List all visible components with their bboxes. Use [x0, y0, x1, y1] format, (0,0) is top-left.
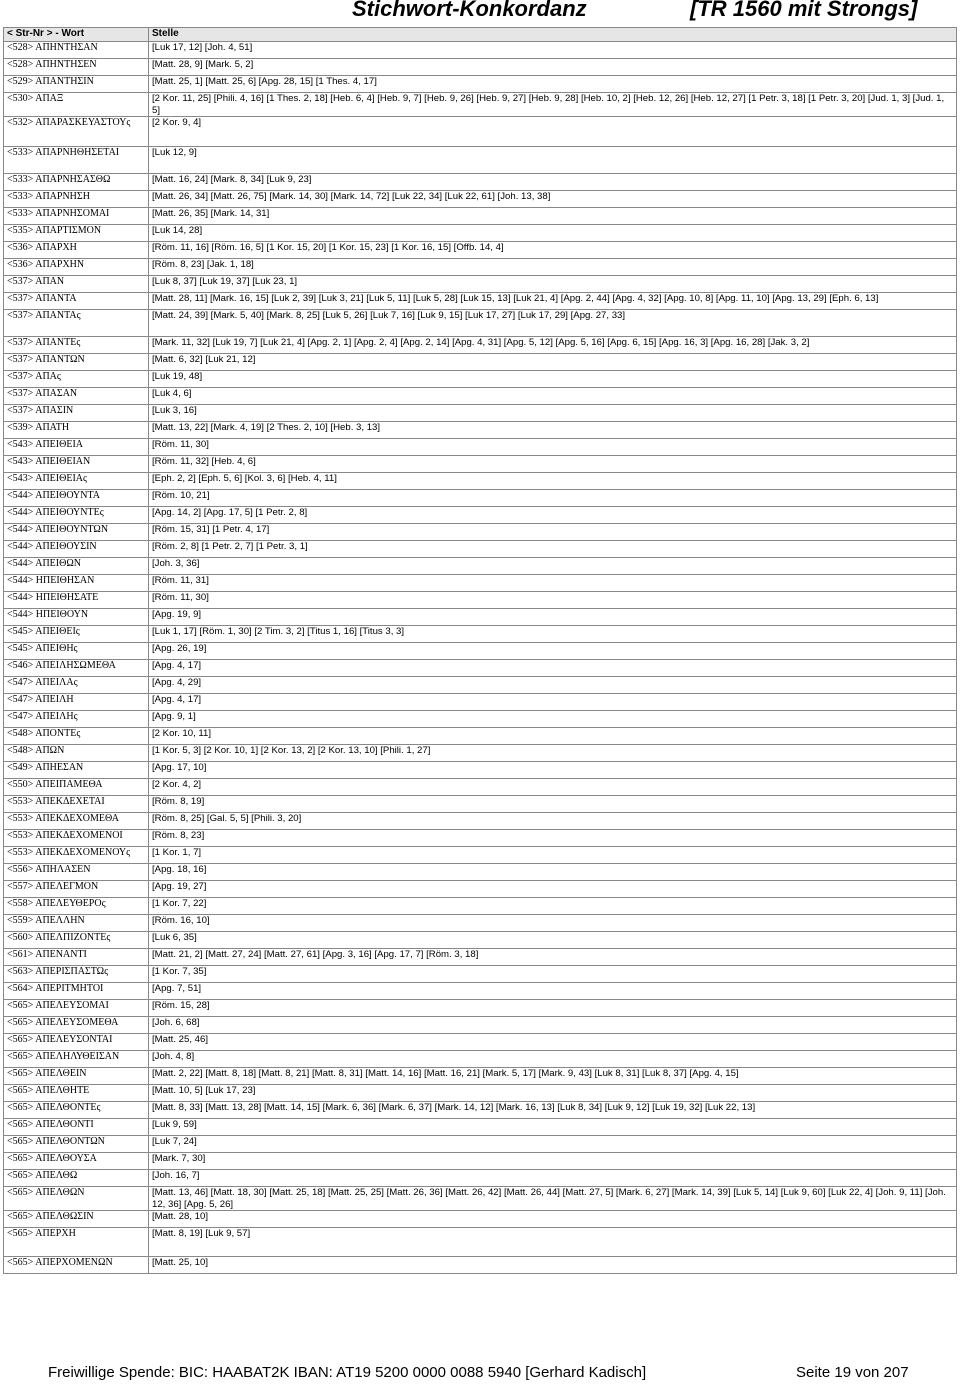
entry-references: [Matt. 13, 46] [Matt. 18, 30] [Matt. 25, 18] [Matt. 25, 25] [Matt. 26, 36] [Matt. 26, 42] [Matt. 26, 44] [Matt. 27, 5] [Mark. 6, 27] [Mark. 14, 39] [Luk 5, 14] [Luk 9, 60] [Luk 22, 4] [Joh. 9, 11] [Joh. 12, 36] [Apg. 5, 26]	[149, 1187, 957, 1211]
entry-references: [Matt. 21, 2] [Matt. 27, 24] [Matt. 27, 61] [Apg. 3, 16] [Apg. 17, 7] [Röm. 3, 18]	[149, 949, 957, 966]
table-row	[4, 174, 957, 191]
table-row	[4, 1136, 957, 1153]
table-row	[4, 371, 957, 388]
entry-references: [Apg. 4, 17]	[149, 660, 957, 677]
table-row	[4, 949, 957, 966]
table-row	[4, 915, 957, 932]
entry-references: [Röm. 8, 25] [Gal. 5, 5] [Phili. 3, 20]	[149, 813, 957, 830]
entry-references: [Apg. 17, 10]	[149, 762, 957, 779]
entry-word: <529> ΑΠΑΝΤΗΣΙΝ	[4, 76, 149, 93]
table-row	[4, 1211, 957, 1228]
table-row	[4, 643, 957, 660]
table-row	[4, 1102, 957, 1119]
entry-word: <533> ΑΠΑΡΝΗΣΟΜΑΙ	[4, 208, 149, 225]
entry-word: <543> ΑΠΕΙΘΕΙΑ	[4, 439, 149, 456]
table-row	[4, 337, 957, 354]
table-row	[4, 1170, 957, 1187]
entry-word: <543> ΑΠΕΙΘΕΙΑΝ	[4, 456, 149, 473]
entry-word: <548> ΑΠΟΝΤΕς	[4, 728, 149, 745]
entry-word: <565> ΑΠΕΛΘΟΝΤΩΝ	[4, 1136, 149, 1153]
entry-word: <544> ΗΠΕΙΘΗΣΑΤΕ	[4, 592, 149, 609]
table-row	[4, 1068, 957, 1085]
entry-references: [Matt. 6, 32] [Luk 21, 12]	[149, 354, 957, 371]
entry-references: [Apg. 19, 27]	[149, 881, 957, 898]
entry-references: [Matt. 24, 39] [Mark. 5, 40] [Mark. 8, 25] [Luk 5, 26] [Luk 7, 16] [Luk 9, 15] [Luk 17, 27] [Luk 17, 29] [Apg. 27, 33]	[149, 310, 957, 337]
entry-references: [Röm. 11, 31]	[149, 575, 957, 592]
entry-references: [Luk 6, 35]	[149, 932, 957, 949]
table-row	[4, 966, 957, 983]
column-header-word: < Str-Nr > - Wort	[4, 28, 149, 42]
entry-word: <549> ΑΠΗΕΣΑΝ	[4, 762, 149, 779]
table-body	[4, 42, 957, 1274]
entry-references: [Luk 14, 28]	[149, 225, 957, 242]
entry-word: <537> ΑΠΑΣΑΝ	[4, 388, 149, 405]
entry-references: [Luk 1, 17] [Röm. 1, 30] [2 Tim. 3, 2] [Titus 1, 16] [Titus 3, 3]	[149, 626, 957, 643]
table-row	[4, 117, 957, 147]
entry-word: <565> ΑΠΕΛΘΗΤΕ	[4, 1085, 149, 1102]
entry-references: [1 Kor. 1, 7]	[149, 847, 957, 864]
entry-word: <547> ΑΠΕΙΛΗς	[4, 711, 149, 728]
entry-references: [Apg. 26, 19]	[149, 643, 957, 660]
entry-references: [1 Kor. 7, 35]	[149, 966, 957, 983]
entry-word: <545> ΑΠΕΙΘΗς	[4, 643, 149, 660]
entry-references: [Mark. 11, 32] [Luk 19, 7] [Luk 21, 4] [Apg. 2, 1] [Apg. 2, 4] [Apg. 2, 14] [Apg. 4, 31] [Apg. 5, 12] [Apg. 5, 16] [Apg. 6, 15] [Apg. 16, 3] [Apg. 16, 28] [Jak. 3, 2]	[149, 337, 957, 354]
entry-references: [Apg. 14, 2] [Apg. 17, 5] [1 Petr. 2, 8]	[149, 507, 957, 524]
entry-word: <544> ΑΠΕΙΘΟΥΝΤΑ	[4, 490, 149, 507]
table-row	[4, 76, 957, 93]
entry-word: <553> ΑΠΕΚΔΕΧΕΤΑΙ	[4, 796, 149, 813]
entry-references: [Joh. 6, 68]	[149, 1017, 957, 1034]
entry-references: [Matt. 10, 5] [Luk 17, 23]	[149, 1085, 957, 1102]
table-row	[4, 1034, 957, 1051]
entry-references: [Röm. 15, 31] [1 Petr. 4, 17]	[149, 524, 957, 541]
entry-word: <561> ΑΠΕΝΑΝΤΙ	[4, 949, 149, 966]
table-row	[4, 208, 957, 225]
table-row	[4, 694, 957, 711]
entry-word: <553> ΑΠΕΚΔΕΧΟΜΕΝΟΥς	[4, 847, 149, 864]
entry-references: [Luk 3, 16]	[149, 405, 957, 422]
entry-word: <565> ΑΠΕΡΧΟΜΕΝΩΝ	[4, 1257, 149, 1274]
entry-references: [Röm. 8, 19]	[149, 796, 957, 813]
table-row	[4, 1000, 957, 1017]
entry-word: <528> ΑΠΗΝΤΗΣΑΝ	[4, 42, 149, 59]
entry-references: [Matt. 28, 11] [Mark. 16, 15] [Luk 2, 39] [Luk 3, 21] [Luk 5, 11] [Luk 5, 28] [Luk 15, 13] [Luk 21, 4] [Apg. 2, 44] [Apg. 4, 32] [Apg. 10, 8] [Apg. 11, 10] [Apg. 13, 29] [Eph. 6, 13]	[149, 293, 957, 310]
table-row	[4, 1153, 957, 1170]
entry-references: [Apg. 4, 17]	[149, 694, 957, 711]
entry-references: [Matt. 26, 34] [Matt. 26, 75] [Mark. 14, 30] [Mark. 14, 72] [Luk 22, 34] [Luk 22, 61] [Joh. 13, 38]	[149, 191, 957, 208]
entry-word: <563> ΑΠΕΡΙΣΠΑΣΤΩς	[4, 966, 149, 983]
entry-references: [Matt. 28, 9] [Mark. 5, 2]	[149, 59, 957, 76]
entry-word: <545> ΑΠΕΙΘΕΙς	[4, 626, 149, 643]
entry-references: [Röm. 15, 28]	[149, 1000, 957, 1017]
entry-word: <537> ΑΠΑΝΤΑς	[4, 310, 149, 337]
entry-references: [Apg. 9, 1]	[149, 711, 957, 728]
table-row	[4, 473, 957, 490]
table-row	[4, 609, 957, 626]
entry-references: [Matt. 25, 46]	[149, 1034, 957, 1051]
entry-word: <548> ΑΠΩΝ	[4, 745, 149, 762]
table-row	[4, 276, 957, 293]
table-header-row	[4, 28, 957, 42]
table-row	[4, 898, 957, 915]
entry-word: <537> ΑΠΑΣΙΝ	[4, 405, 149, 422]
table-row	[4, 847, 957, 864]
entry-word: <565> ΑΠΕΛΘΕΙΝ	[4, 1068, 149, 1085]
table-row	[4, 541, 957, 558]
entry-word: <553> ΑΠΕΚΔΕΧΟΜΕΘΑ	[4, 813, 149, 830]
table-row	[4, 711, 957, 728]
table-row	[4, 524, 957, 541]
entry-references: [Matt. 26, 35] [Mark. 14, 31]	[149, 208, 957, 225]
table-row	[4, 558, 957, 575]
entry-references: [Joh. 4, 8]	[149, 1051, 957, 1068]
table-row	[4, 1017, 957, 1034]
footer-page-number: Seite 19 von 207	[796, 1364, 909, 1381]
entry-references: [2 Kor. 9, 4]	[149, 117, 957, 147]
entry-references: [Apg. 7, 51]	[149, 983, 957, 1000]
entry-word: <528> ΑΠΗΝΤΗΣΕΝ	[4, 59, 149, 76]
entry-references: [Röm. 11, 16] [Röm. 16, 5] [1 Kor. 15, 20] [1 Kor. 15, 23] [1 Kor. 16, 15] [Offb. 14, 4]	[149, 242, 957, 259]
entry-word: <558> ΑΠΕΛΕΥΘΕΡΟς	[4, 898, 149, 915]
entry-word: <537> ΑΠΑς	[4, 371, 149, 388]
entry-references: [Matt. 8, 33] [Matt. 13, 28] [Matt. 14, 15] [Mark. 6, 36] [Mark. 6, 37] [Mark. 14, 12] [Mark. 16, 13] [Luk 8, 34] [Luk 9, 12] [Luk 19, 32] [Luk 22, 13]	[149, 1102, 957, 1119]
entry-references: [Mark. 7, 30]	[149, 1153, 957, 1170]
table-row	[4, 660, 957, 677]
entry-word: <530> ΑΠΑΞ	[4, 93, 149, 117]
entry-word: <544> ΑΠΕΙΘΩΝ	[4, 558, 149, 575]
table-row	[4, 490, 957, 507]
entry-word: <565> ΑΠΕΛΘΟΝΤΙ	[4, 1119, 149, 1136]
table-row	[4, 728, 957, 745]
entry-references: [Luk 17, 12] [Joh. 4, 51]	[149, 42, 957, 59]
entry-word: <565> ΑΠΕΛΘΟΝΤΕς	[4, 1102, 149, 1119]
entry-word: <565> ΑΠΕΛΘΩΣΙΝ	[4, 1211, 149, 1228]
entry-references: [Luk 7, 24]	[149, 1136, 957, 1153]
table-row	[4, 59, 957, 76]
page-title: Stichwort-Konkordanz	[352, 0, 587, 21]
entry-word: <537> ΑΠΑΝΤΑ	[4, 293, 149, 310]
table-row	[4, 779, 957, 796]
entry-word: <543> ΑΠΕΙΘΕΙΑς	[4, 473, 149, 490]
entry-word: <565> ΑΠΕΛΘΩ	[4, 1170, 149, 1187]
table-row	[4, 242, 957, 259]
table-row	[4, 677, 957, 694]
table-row	[4, 864, 957, 881]
table-row	[4, 439, 957, 456]
entry-references: [Matt. 2, 22] [Matt. 8, 18] [Matt. 8, 21] [Matt. 8, 31] [Matt. 14, 16] [Matt. 16, 21] [Mark. 5, 17] [Mark. 9, 43] [Luk 8, 31] [Luk 8, 37] [Apg. 4, 15]	[149, 1068, 957, 1085]
entry-references: [Joh. 3, 36]	[149, 558, 957, 575]
table-row	[4, 225, 957, 242]
entry-references: [Luk 4, 6]	[149, 388, 957, 405]
entry-word: <565> ΑΠΕΛΘΟΥΣΑ	[4, 1153, 149, 1170]
entry-references: [2 Kor. 11, 25] [Phili. 4, 16] [1 Thes. 2, 18] [Heb. 6, 4] [Heb. 9, 7] [Heb. 9, 26] [Heb. 9, 27] [Heb. 9, 28] [Heb. 10, 2] [Heb. 12, 26] [Heb. 12, 27] [1 Petr. 3, 18] [1 Petr. 3, 20] [Jud. 1, 3] [Jud. 1, 5]	[149, 93, 957, 117]
table-row	[4, 147, 957, 174]
table-row	[4, 1119, 957, 1136]
entry-references: [Matt. 16, 24] [Mark. 8, 34] [Luk 9, 23]	[149, 174, 957, 191]
entry-word: <550> ΑΠΕΙΠΑΜΕΘΑ	[4, 779, 149, 796]
entry-references: [Matt. 28, 10]	[149, 1211, 957, 1228]
entry-references: [Apg. 18, 16]	[149, 864, 957, 881]
table-row	[4, 388, 957, 405]
table-row	[4, 983, 957, 1000]
entry-references: [Luk 19, 48]	[149, 371, 957, 388]
entry-word: <533> ΑΠΑΡΝΗΘΗΣΕΤΑΙ	[4, 147, 149, 174]
table-row	[4, 456, 957, 473]
table-row	[4, 293, 957, 310]
entry-references: [Röm. 8, 23]	[149, 830, 957, 847]
entry-references: [2 Kor. 4, 2]	[149, 779, 957, 796]
entry-word: <565> ΑΠΕΛΕΥΣΟΝΤΑΙ	[4, 1034, 149, 1051]
entry-word: <559> ΑΠΕΛΛΗΝ	[4, 915, 149, 932]
entry-references: [Apg. 4, 29]	[149, 677, 957, 694]
entry-word: <533> ΑΠΑΡΝΗΣΑΣΘΩ	[4, 174, 149, 191]
entry-word: <565> ΑΠΕΛΕΥΣΟΜΕΘΑ	[4, 1017, 149, 1034]
entry-word: <565> ΑΠΕΛΕΥΣΟΜΑΙ	[4, 1000, 149, 1017]
table-row	[4, 422, 957, 439]
entry-word: <546> ΑΠΕΙΛΗΣΩΜΕΘΑ	[4, 660, 149, 677]
entry-word: <535> ΑΠΑΡΤΙΣΜΟΝ	[4, 225, 149, 242]
table-row	[4, 932, 957, 949]
entry-references: [Röm. 2, 8] [1 Petr. 2, 7] [1 Petr. 3, 1]	[149, 541, 957, 558]
entry-word: <533> ΑΠΑΡΝΗΣΗ	[4, 191, 149, 208]
column-header-reference: Stelle	[149, 28, 957, 42]
entry-references: [Röm. 11, 30]	[149, 439, 957, 456]
table-row	[4, 813, 957, 830]
entry-references: [Matt. 13, 22] [Mark. 4, 19] [2 Thes. 2, 10] [Heb. 3, 13]	[149, 422, 957, 439]
table-row	[4, 575, 957, 592]
entry-word: <547> ΑΠΕΙΛΑς	[4, 677, 149, 694]
table-row	[4, 762, 957, 779]
table-row	[4, 626, 957, 643]
entry-word: <564> ΑΠΕΡΙΤΜΗΤΟΙ	[4, 983, 149, 1000]
entry-word: <537> ΑΠΑΝΤΩΝ	[4, 354, 149, 371]
entry-word: <537> ΑΠΑΝΤΕς	[4, 337, 149, 354]
table-row	[4, 191, 957, 208]
entry-references: [1 Kor. 7, 22]	[149, 898, 957, 915]
entry-word: <536> ΑΠΑΡΧΗΝ	[4, 259, 149, 276]
entry-references: [Röm. 16, 10]	[149, 915, 957, 932]
table-row	[4, 93, 957, 117]
entry-word: <537> ΑΠΑΝ	[4, 276, 149, 293]
table-row	[4, 259, 957, 276]
table-row	[4, 1257, 957, 1274]
concordance-table	[3, 27, 957, 1274]
entry-references: [2 Kor. 10, 11]	[149, 728, 957, 745]
entry-references: [Matt. 25, 10]	[149, 1257, 957, 1274]
entry-word: <544> ΑΠΕΙΘΟΥΝΤΩΝ	[4, 524, 149, 541]
table-row	[4, 1187, 957, 1211]
table-row	[4, 796, 957, 813]
entry-references: [Matt. 25, 1] [Matt. 25, 6] [Apg. 28, 15] [1 Thes. 4, 17]	[149, 76, 957, 93]
entry-references: [Apg. 19, 9]	[149, 609, 957, 626]
entry-references: [Matt. 8, 19] [Luk 9, 57]	[149, 1228, 957, 1257]
entry-word: <553> ΑΠΕΚΔΕΧΟΜΕΝΟΙ	[4, 830, 149, 847]
table-row	[4, 1051, 957, 1068]
entry-word: <536> ΑΠΑΡΧΗ	[4, 242, 149, 259]
entry-word: <547> ΑΠΕΙΛΗ	[4, 694, 149, 711]
entry-word: <539> ΑΠΑΤΗ	[4, 422, 149, 439]
entry-word: <560> ΑΠΕΛΠΙΖΟΝΤΕς	[4, 932, 149, 949]
entry-references: [Röm. 10, 21]	[149, 490, 957, 507]
entry-references: [1 Kor. 5, 3] [2 Kor. 10, 1] [2 Kor. 13, 2] [2 Kor. 13, 10] [Phili. 1, 27]	[149, 745, 957, 762]
table-row	[4, 354, 957, 371]
entry-references: [Röm. 11, 30]	[149, 592, 957, 609]
table-row	[4, 405, 957, 422]
entry-word: <544> ΗΠΕΙΘΟΥΝ	[4, 609, 149, 626]
entry-references: [Luk 12, 9]	[149, 147, 957, 174]
entry-references: [Luk 9, 59]	[149, 1119, 957, 1136]
entry-word: <565> ΑΠΕΛΗΛΥΘΕΙΣΑΝ	[4, 1051, 149, 1068]
table-row	[4, 1228, 957, 1257]
page-subtitle: [TR 1560 mit Strongs]	[690, 0, 918, 21]
entry-word: <565> ΑΠΕΡΧΗ	[4, 1228, 149, 1257]
entry-word: <532> ΑΠΑΡΑΣΚΕΥΑΣΤΟΥς	[4, 117, 149, 147]
table-row	[4, 881, 957, 898]
table-row	[4, 42, 957, 59]
entry-references: [Röm. 11, 32] [Heb. 4, 6]	[149, 456, 957, 473]
table-row	[4, 507, 957, 524]
entry-references: [Eph. 2, 2] [Eph. 5, 6] [Kol. 3, 6] [Heb. 4, 11]	[149, 473, 957, 490]
entry-word: <544> ΑΠΕΙΘΟΥΣΙΝ	[4, 541, 149, 558]
table-row	[4, 310, 957, 337]
entry-word: <556> ΑΠΗΛΑΣΕΝ	[4, 864, 149, 881]
entry-references: [Joh. 16, 7]	[149, 1170, 957, 1187]
table-row	[4, 592, 957, 609]
entry-word: <544> ΑΠΕΙΘΟΥΝΤΕς	[4, 507, 149, 524]
entry-references: [Röm. 8, 23] [Jak. 1, 18]	[149, 259, 957, 276]
entry-word: <557> ΑΠΕΛΕΓΜΟΝ	[4, 881, 149, 898]
table-row	[4, 1085, 957, 1102]
footer-donation: Freiwillige Spende: BIC: HAABAT2K IBAN: AT19 5200 0000 0088 5940 [Gerhard Kadisch]	[48, 1364, 647, 1381]
entry-references: [Luk 8, 37] [Luk 19, 37] [Luk 23, 1]	[149, 276, 957, 293]
entry-word: <544> ΗΠΕΙΘΗΣΑΝ	[4, 575, 149, 592]
table-row	[4, 745, 957, 762]
table-row	[4, 830, 957, 847]
entry-word: <565> ΑΠΕΛΘΩΝ	[4, 1187, 149, 1211]
